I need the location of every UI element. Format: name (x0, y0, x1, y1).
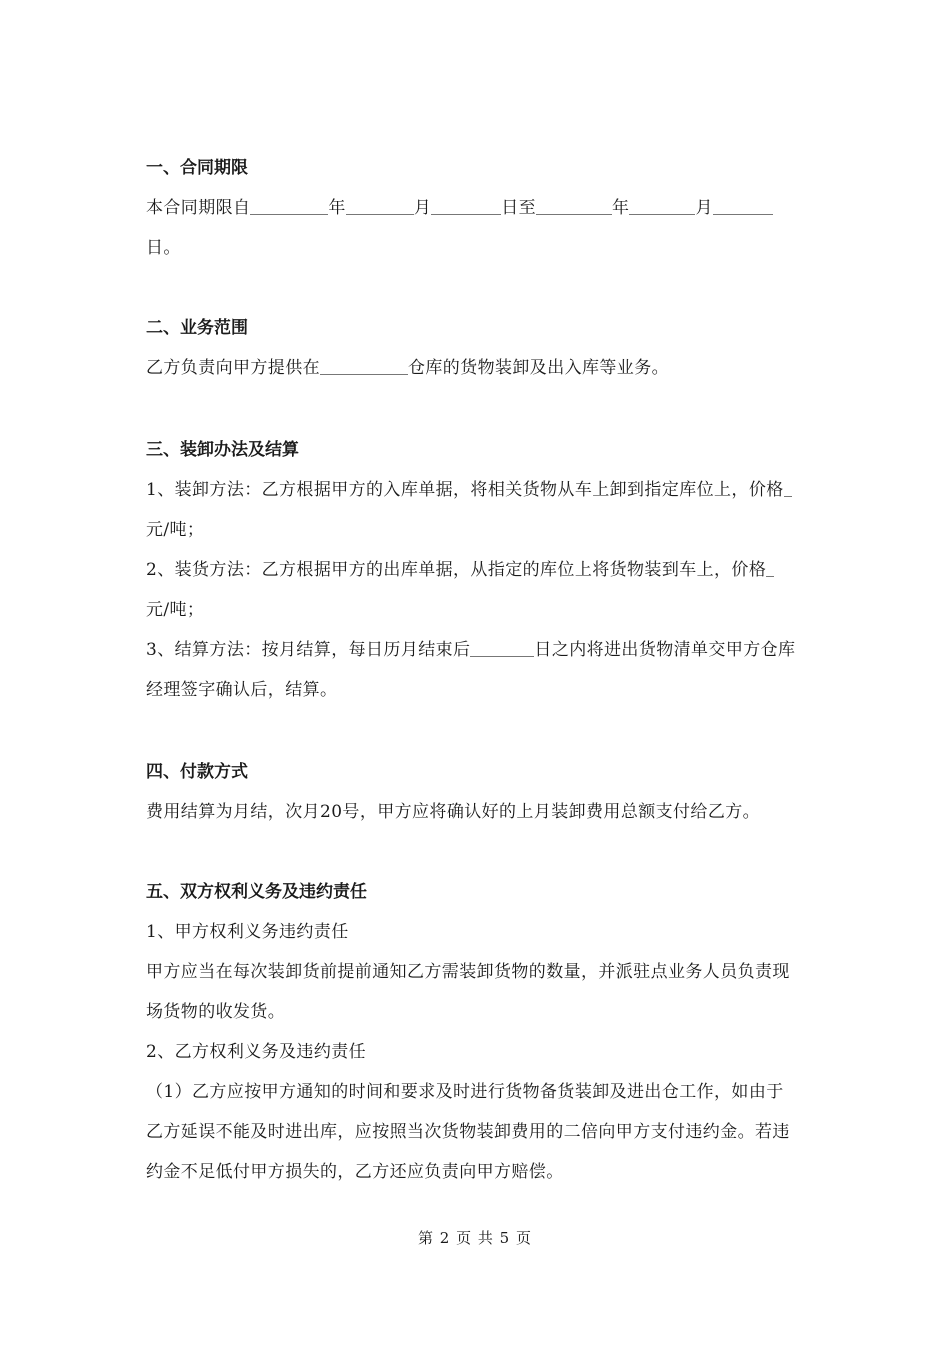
party-a-text-line1: 甲方应当在每次装卸货前提前通知乙方需装卸货物的数量，并派驻点业务人员负责现 (146, 962, 790, 982)
blank-start-day[interactable] (431, 194, 501, 215)
blank-start-month[interactable] (346, 194, 414, 215)
unloading-method-text: 1、装卸方法：乙方根据甲方的入库单据，将相关货物从车上卸到指定库位上，价格 (146, 480, 784, 500)
scope-suffix: 仓库的货物装卸及出入库等业务。 (408, 358, 669, 378)
party-a-subheading: 1、甲方权利义务违约责任 (146, 922, 349, 942)
term-month2-label: 月 (695, 198, 713, 218)
section-heading-payment: 四、付款方式 (146, 762, 248, 782)
rights-paragraphs (146, 912, 806, 1192)
section-heading-term: 一、合同期限 (146, 158, 248, 178)
settlement-method-cont: 经理签字确认后，结算。 (146, 680, 338, 700)
party-b-text-line2: 乙方延误不能及时进出库，应按照当次货物装卸费用的二倍向甲方支付违约金。若违 (146, 1122, 790, 1142)
party-b-text-line3: 约金不足低付甲方损失的，乙方还应负责向甲方赔偿。 (146, 1162, 564, 1182)
term-month-label: 月 (413, 198, 432, 218)
blank-settlement-days[interactable] (470, 636, 534, 657)
blank-loading-price[interactable] (766, 556, 774, 577)
section-heading-handling: 三、装卸办法及结算 (146, 440, 299, 460)
page-number-footer: 第 2 页 共 5 页 (418, 1229, 532, 1247)
scope-prefix: 乙方负责向甲方提供在 (146, 358, 320, 378)
party-a-text-line2: 场货物的收发货。 (146, 1002, 286, 1022)
payment-paragraph: 费用结算为月结，次月20号，甲方应将确认好的上月装卸费用总额支付给乙方。 (146, 802, 761, 822)
loading-method-text: 2、装货方法：乙方根据甲方的出库单据，从指定的库位上将货物装到车上，价格 (146, 560, 767, 580)
scope-paragraph (146, 348, 806, 388)
section-heading-scope: 二、业务范围 (146, 318, 248, 338)
term-end: 日。 (146, 238, 181, 258)
party-b-text-line1: （1）乙方应按甲方通知的时间和要求及时进行货物备货装卸及进出仓工作，如由于 (146, 1082, 784, 1102)
settlement-method-suffix: 日之内将进出货物清单交甲方仓库 (534, 640, 796, 660)
term-paragraph (146, 188, 806, 268)
handling-paragraphs (146, 470, 806, 710)
section-heading-rights: 五、双方权利义务及违约责任 (146, 882, 367, 902)
term-prefix: 本合同期限自 (146, 198, 251, 218)
blank-unloading-price[interactable] (784, 476, 792, 497)
blank-end-month[interactable] (629, 194, 695, 215)
blank-end-year[interactable] (536, 194, 612, 215)
blank-end-day[interactable] (713, 194, 773, 215)
term-year-label: 年 (328, 198, 346, 218)
party-b-subheading: 2、乙方权利义务及违约责任 (146, 1042, 367, 1062)
term-year2-label: 年 (612, 198, 630, 218)
blank-start-year[interactable] (250, 194, 328, 215)
loading-method-unit: 元/吨； (146, 600, 205, 620)
settlement-method-prefix: 3、结算方法：按月结算，每日历月结束后 (146, 640, 471, 660)
unloading-method-unit: 元/吨； (146, 520, 205, 540)
blank-warehouse[interactable] (320, 354, 408, 375)
term-day-to-label: 日至 (501, 198, 537, 218)
